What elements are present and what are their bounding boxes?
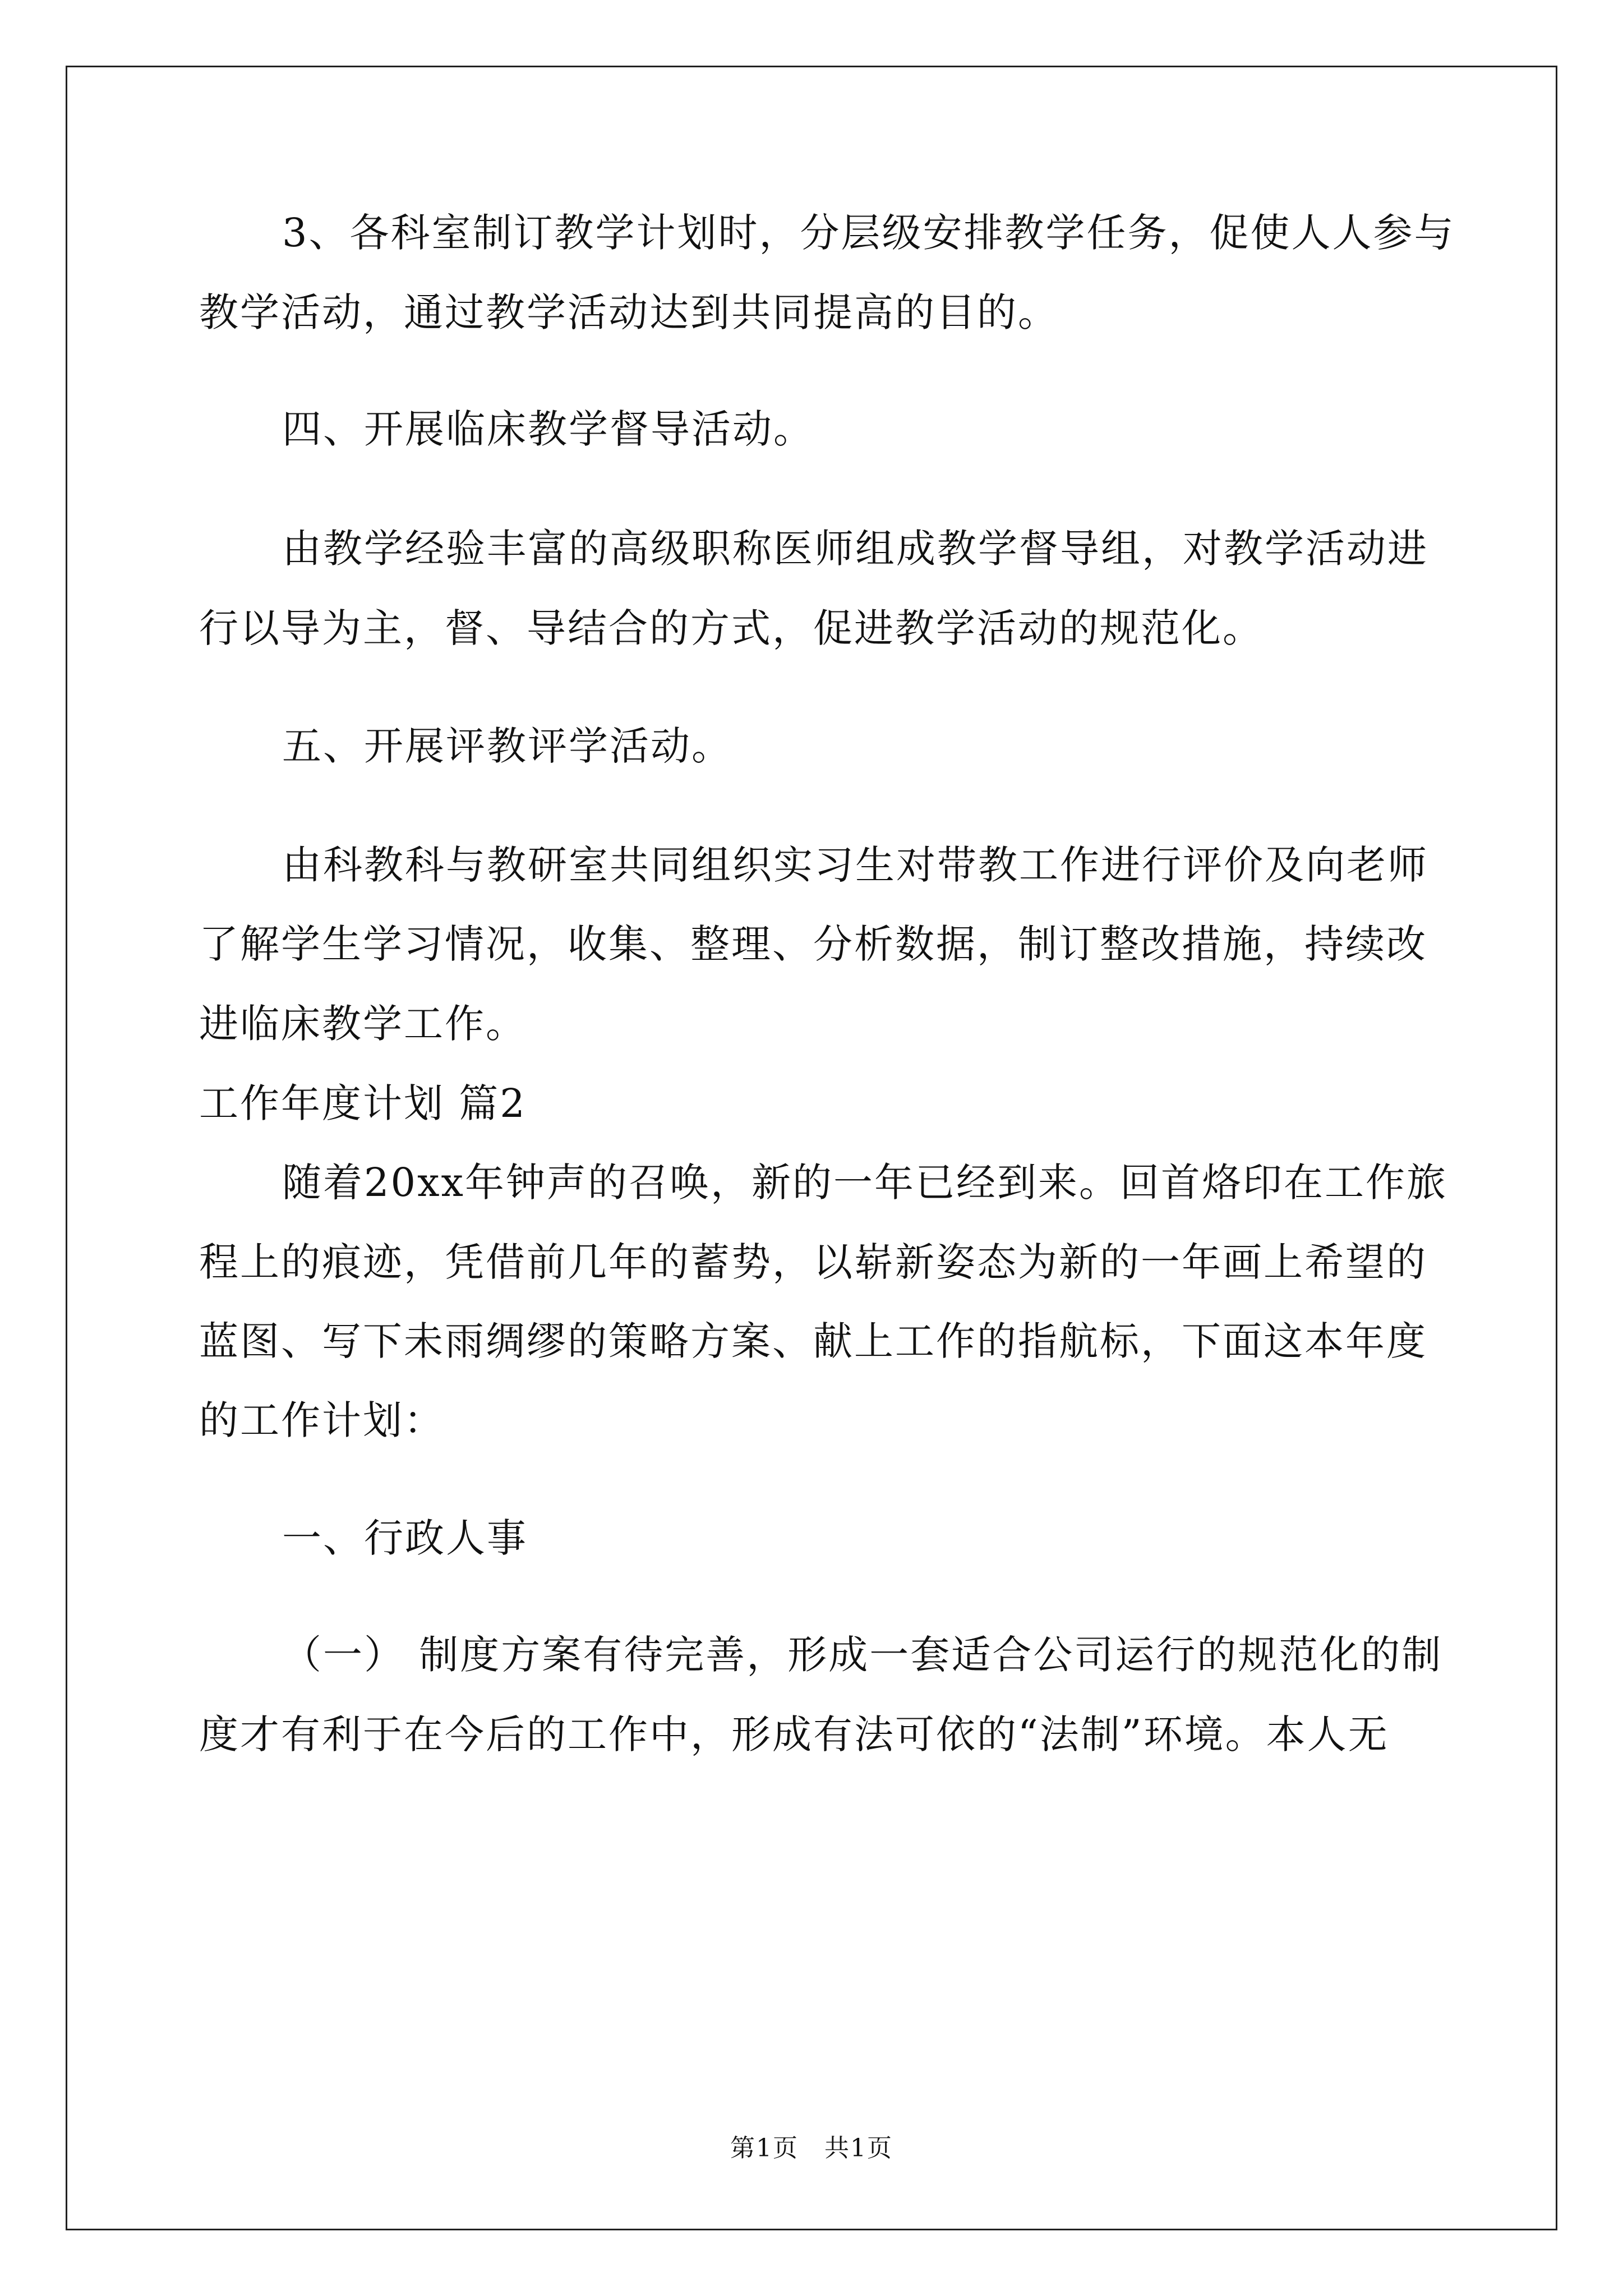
paragraph-line: 行以导为主，督、导结合的方式，促进教学活动的规范化。 — [199, 605, 1264, 651]
page-number-footer: 第1页 共1页 — [730, 2134, 893, 2162]
paragraph-line: 教学活动，通过教学活动达到共同提高的目的。 — [199, 289, 1059, 335]
paragraph-line: 3、各科室制订教学计划时，分层级安排教学任务，促使人人参与 — [282, 210, 1455, 256]
paragraph-line: 由科教科与教研室共同组织实习生对带教工作进行评价及向老师 — [282, 842, 1428, 888]
paragraph-line: 的工作计划： — [199, 1397, 445, 1443]
section-heading: 四、开展临床教学督导活动。 — [282, 406, 814, 452]
paragraph-line: 蓝图、写下未雨绸缪的策略方案、献上工作的指航标，下面这本年度 — [199, 1318, 1427, 1364]
section-heading: 一、行政人事 — [282, 1515, 528, 1561]
article-title: 工作年度计划 篇2 — [199, 1080, 527, 1126]
page-border — [66, 66, 1557, 2230]
paragraph-line: 随着20xx年钟声的召唤，新的一年已经到来。回首烙印在工作旅 — [282, 1159, 1448, 1205]
section-heading: 五、开展评教评学活动。 — [282, 723, 732, 769]
paragraph-line: 了解学生学习情况，收集、整理、分析数据，制订整改措施，持续改 — [199, 921, 1427, 967]
paragraph-line: 度才有利于在今后的工作中，形成有法可依的“法制”环境。本人无 — [199, 1711, 1389, 1757]
paragraph-line: 进临床教学工作。 — [199, 1001, 527, 1047]
paragraph-line: 程上的痕迹，凭借前几年的蓄势，以崭新姿态为新的一年画上希望的 — [199, 1239, 1427, 1285]
paragraph-line: 由教学经验丰富的高级职称医师组成教学督导组，对教学活动进 — [282, 526, 1428, 572]
paragraph-line: （一） 制度方案有待完善，形成一套适合公司运行的规范化的制 — [282, 1632, 1443, 1678]
